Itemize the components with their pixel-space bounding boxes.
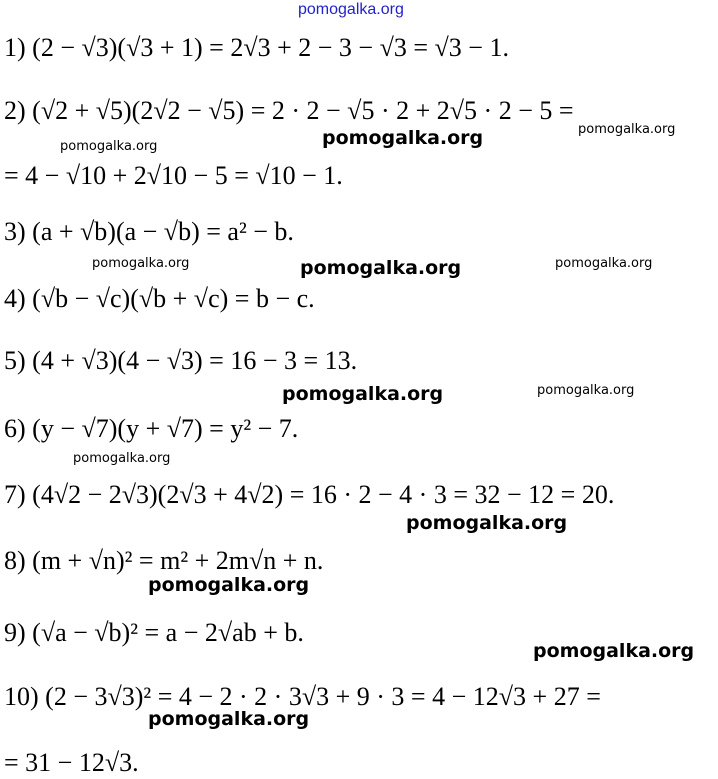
watermark: pomogalka.org: [578, 122, 676, 137]
watermark: pomogalka.org: [300, 257, 462, 279]
equation-line-3: 3) (a + √b)(a − √b) = a² − b.: [4, 217, 294, 246]
equation-line-7: 7) (4√2 − 2√3)(2√3 + 4√2) = 16 · 2 − 4 · 3 = 32 − 12 = 20.: [4, 480, 615, 509]
watermark: pomogalka.org: [322, 127, 484, 149]
header-watermark: pomogalka.org: [298, 1, 404, 18]
equation-line-4: 4) (√b − √c)(√b + √c) = b − c.: [4, 284, 315, 313]
watermark: pomogalka.org: [555, 256, 653, 271]
watermark: pomogalka.org: [60, 139, 158, 154]
equation-line-9: 9) (√a − √b)² = a − 2√ab + b.: [4, 618, 304, 647]
equation-line-10: 10) (2 − 3√3)² = 4 − 2 · 2 · 3√3 + 9 · 3 = 4 − 12√3 + 27 =: [4, 682, 601, 711]
equation-line-8: 8) (m + √n)² = m² + 2m√n + n.: [4, 546, 324, 575]
watermark: pomogalka.org: [92, 256, 190, 271]
equation-line-5: 5) (4 + √3)(4 − √3) = 16 − 3 = 13.: [4, 346, 358, 375]
equation-line-1: 1) (2 − √3)(√3 + 1) = 2√3 + 2 − 3 − √3 = √3 − 1.: [4, 33, 509, 62]
watermark: pomogalka.org: [73, 451, 171, 466]
equation-line-10-continued: = 31 − 12√3.: [4, 748, 139, 777]
equation-line-6: 6) (y − √7)(y + √7) = y² − 7.: [4, 414, 299, 443]
watermark: pomogalka.org: [533, 640, 695, 662]
watermark: pomogalka.org: [282, 383, 444, 405]
watermark: pomogalka.org: [148, 708, 310, 730]
watermark: pomogalka.org: [148, 574, 310, 596]
watermark: pomogalka.org: [406, 512, 568, 534]
equation-line-2-continued: = 4 − √10 + 2√10 − 5 = √10 − 1.: [4, 161, 343, 190]
equation-line-2: 2) (√2 + √5)(2√2 − √5) = 2 · 2 − √5 · 2 + 2√5 · 2 − 5 =: [4, 96, 574, 125]
watermark: pomogalka.org: [537, 383, 635, 398]
